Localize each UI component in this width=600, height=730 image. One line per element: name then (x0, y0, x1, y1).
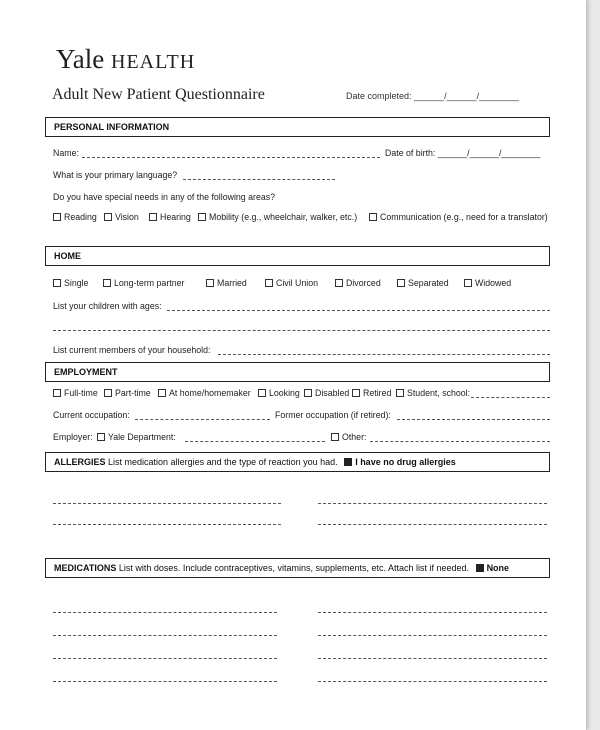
need-vision-checkbox[interactable]: Vision (104, 212, 139, 222)
checkbox-icon (97, 433, 105, 441)
children-field-line-2[interactable] (53, 330, 550, 331)
filled-checkbox-icon[interactable] (476, 564, 484, 572)
checkbox-icon (104, 213, 112, 221)
checkbox-icon (198, 213, 206, 221)
section-employment: EMPLOYMENT (45, 362, 550, 382)
checkbox-icon (464, 279, 472, 287)
allergy-line[interactable] (318, 524, 547, 525)
checkbox-icon (352, 389, 360, 397)
former-occupation-field[interactable] (397, 419, 550, 420)
checkbox-icon (258, 389, 266, 397)
status-long-term-partner-checkbox[interactable]: Long-term partner (103, 278, 184, 288)
checkbox-icon (206, 279, 214, 287)
employer-other-checkbox[interactable]: Other: (331, 432, 366, 442)
need-hearing-checkbox[interactable]: Hearing (149, 212, 191, 222)
medication-line[interactable] (53, 681, 277, 682)
checkbox-icon (335, 279, 343, 287)
checkbox-icon (149, 213, 157, 221)
section-home: HOME (45, 246, 550, 266)
household-label: List current members of your household: (53, 345, 211, 355)
student-school-field[interactable] (471, 397, 550, 398)
section-allergies: ALLERGIES List medication allergies and the type of reaction you had. I have no drug allergies (45, 452, 550, 472)
allergy-line[interactable] (53, 524, 281, 525)
medication-line[interactable] (318, 658, 547, 659)
medication-line[interactable] (53, 658, 277, 659)
checkbox-icon (103, 279, 111, 287)
name-label: Name: (53, 148, 79, 158)
yale-department-field[interactable] (185, 441, 325, 442)
checkbox-icon (104, 389, 112, 397)
current-occupation-label: Current occupation: (53, 410, 130, 420)
date-of-birth-field[interactable]: Date of birth: ______/______/________ (385, 148, 541, 158)
section-personal-information: PERSONAL INFORMATION (45, 117, 550, 137)
checkbox-icon (158, 389, 166, 397)
employment-full-time-checkbox[interactable]: Full-time (53, 388, 98, 398)
medication-line[interactable] (53, 635, 277, 636)
checkbox-icon (396, 389, 404, 397)
date-completed-field[interactable]: Date completed: ______/______/________ (346, 91, 520, 101)
need-mobility-checkbox[interactable]: Mobility (e.g., wheelchair, walker, etc.) (198, 212, 357, 222)
form-title: Adult New Patient Questionnaire (52, 86, 265, 103)
status-widowed-checkbox[interactable]: Widowed (464, 278, 511, 288)
checkbox-icon (53, 389, 61, 397)
employer-label: Employer: (53, 432, 93, 442)
status-civil-union-checkbox[interactable]: Civil Union (265, 278, 318, 288)
yale-health-logo: Yale HEALTH (56, 44, 196, 74)
employment-homemaker-checkbox[interactable]: At home/homemaker (158, 388, 251, 398)
status-separated-checkbox[interactable]: Separated (397, 278, 449, 288)
checkbox-icon (53, 279, 61, 287)
checkbox-icon (304, 389, 312, 397)
status-married-checkbox[interactable]: Married (206, 278, 247, 288)
medication-line[interactable] (318, 635, 547, 636)
special-needs-question: Do you have special needs in any of the following areas? (53, 192, 276, 202)
primary-language-field[interactable] (183, 179, 335, 180)
employment-looking-checkbox[interactable]: Looking (258, 388, 300, 398)
household-field[interactable] (218, 354, 550, 355)
employer-yale-checkbox[interactable]: Yale Department: (97, 432, 176, 442)
allergy-line[interactable] (53, 503, 281, 504)
name-field[interactable] (82, 157, 380, 158)
status-divorced-checkbox[interactable]: Divorced (335, 278, 381, 288)
medication-line[interactable] (318, 681, 547, 682)
section-medications: MEDICATIONS List with doses. Include contraceptives, vitamins, supplements, etc. Attach list if needed. None (45, 558, 550, 578)
employer-other-field[interactable] (370, 441, 550, 442)
former-occupation-label: Former occupation (if retired): (275, 410, 391, 420)
allergy-line[interactable] (318, 503, 547, 504)
medication-line[interactable] (318, 612, 547, 613)
children-label: List your children with ages: (53, 301, 162, 311)
checkbox-icon (331, 433, 339, 441)
employment-part-time-checkbox[interactable]: Part-time (104, 388, 151, 398)
checkbox-icon (397, 279, 405, 287)
checkbox-icon (265, 279, 273, 287)
current-occupation-field[interactable] (135, 419, 270, 420)
checkbox-icon (369, 213, 377, 221)
filled-checkbox-icon[interactable] (344, 458, 352, 466)
employment-disabled-checkbox[interactable]: Disabled (304, 388, 349, 398)
status-single-checkbox[interactable]: Single (53, 278, 88, 288)
need-communication-checkbox[interactable]: Communication (e.g., need for a translator) (369, 212, 548, 222)
employment-student-checkbox[interactable]: Student, school: (396, 388, 470, 398)
need-reading-checkbox[interactable]: Reading (53, 212, 97, 222)
checkbox-icon (53, 213, 61, 221)
primary-language-label: What is your primary language? (53, 170, 178, 180)
medication-line[interactable] (53, 612, 277, 613)
children-field[interactable] (167, 310, 550, 311)
employment-retired-checkbox[interactable]: Retired (352, 388, 391, 398)
